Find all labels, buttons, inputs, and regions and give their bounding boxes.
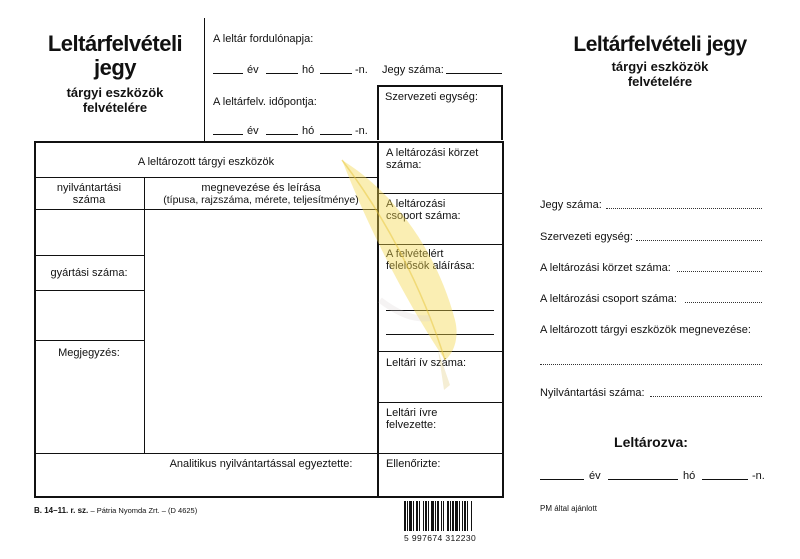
date-month-label-2: hó <box>302 125 315 137</box>
right-title: Leltárfelvételi jegy <box>573 33 747 56</box>
felelos-line2: felelősök aláírása: <box>386 260 475 272</box>
feather-quill-icon <box>320 150 500 400</box>
right-date-month: hó <box>683 470 696 482</box>
left-title-line1: Leltárfelvételi <box>47 31 183 56</box>
korzet-line2: száma: <box>386 159 422 171</box>
right-subtitle-line2: felvételére <box>627 74 693 89</box>
barcode-icon <box>404 501 504 531</box>
date-month-label: hó <box>302 64 315 76</box>
recording-time-label: A leltárfelv. időpontja: <box>213 96 317 108</box>
turnaround-label: A leltár fordulónapja: <box>213 33 314 45</box>
right-date-day: -n. <box>752 470 765 482</box>
date-year-label-2: év <box>247 125 259 137</box>
pm-note: PM által ajánlott <box>540 504 597 513</box>
megjegyzes-label: Megjegyzés: <box>58 347 120 359</box>
date-day-label-2: -n. <box>355 125 368 137</box>
col2-header-line1: megnevezése és leírása <box>201 182 321 194</box>
right-csoport-label: A leltározási csoport száma: <box>540 293 677 305</box>
date-year-label: év <box>247 64 259 76</box>
right-jegy-label: Jegy száma: <box>540 199 602 211</box>
analitikus-label: Analitikus nyilvántartással egyeztette: <box>169 458 353 470</box>
right-subtitle-line1: tárgyi eszközök <box>611 59 709 74</box>
csoport-line2: csoport száma: <box>386 210 461 222</box>
felelos-line1: A felvételért <box>386 248 444 260</box>
assets-header: A leltározott tárgyi eszközök <box>137 156 275 168</box>
korzet-line1: A leltározási körzet <box>386 147 479 159</box>
gyartasi-label: gyártási száma: <box>50 267 128 279</box>
jegy-label: Jegy száma: <box>382 64 444 76</box>
right-date-year: év <box>589 470 601 482</box>
org-unit-label: Szervezeti egység: <box>385 91 478 103</box>
date-day-label: -n. <box>355 64 368 76</box>
right-szervezeti-label: Szervezeti egység: <box>540 231 633 243</box>
right-korzet-label: A leltározási körzet száma: <box>540 262 671 274</box>
leltarozva-title: Leltározva: <box>614 434 688 450</box>
iv-felvezette-line1: Leltári ívre <box>386 407 438 419</box>
right-nyilvantartasi-label: Nyilvántartási száma: <box>540 387 645 399</box>
col2-header-line2: (típusa, rajzszáma, mérete, teljesítménye) <box>163 194 359 206</box>
left-subtitle-line1: tárgyi eszközök <box>66 85 164 100</box>
left-title-line2: jegy <box>93 55 137 80</box>
col1-header-line2: száma <box>72 194 106 206</box>
iv-felvezette-line2: felvezette: <box>386 419 437 431</box>
col1-header-line1: nyilvántartási <box>56 182 122 194</box>
barcode-number: 5 997674 312230 <box>404 533 477 543</box>
csoport-line1: A leltározási <box>386 198 446 210</box>
right-megnevezes-label: A leltározott tárgyi eszközök megnevezése: <box>540 324 751 336</box>
iv-szama-label: Leltári ív száma: <box>386 357 467 369</box>
ellenorizte-label: Ellenőrizte: <box>386 458 441 470</box>
left-subtitle-line2: felvételére <box>82 100 148 115</box>
form-code: B. 14–11. r. sz. – Pátria Nyomda Zrt. – (D 4625) <box>34 506 198 515</box>
